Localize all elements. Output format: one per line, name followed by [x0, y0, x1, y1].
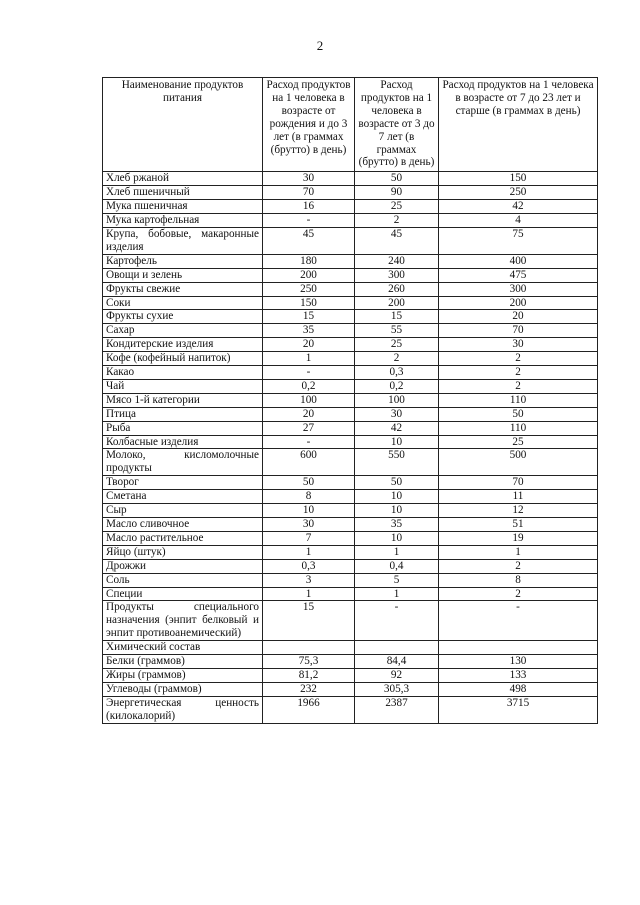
product-name-cell: Фрукты сухие	[103, 310, 263, 324]
value-age-7-23-cell: 25	[439, 435, 598, 449]
table-row	[103, 324, 598, 338]
value-age-7-23-cell: 150	[439, 172, 598, 186]
product-name-cell: Масло растительное	[103, 531, 263, 545]
value-age-0-3-cell: -	[263, 435, 355, 449]
table-body	[103, 172, 598, 723]
value-age-3-7-cell: 50	[355, 172, 439, 186]
product-name-cell: Соль	[103, 573, 263, 587]
value-age-3-7-cell: 0,4	[355, 559, 439, 573]
product-name-cell: Какао	[103, 366, 263, 380]
table-row	[103, 310, 598, 324]
value-age-7-23-cell: 12	[439, 504, 598, 518]
value-age-3-7-cell: 45	[355, 227, 439, 254]
product-name-cell: Углеводы (граммов)	[103, 682, 263, 696]
product-name-cell: Сыр	[103, 504, 263, 518]
value-age-7-23-cell: 500	[439, 449, 598, 476]
value-age-7-23-cell: 3715	[439, 696, 598, 723]
header-age-3-7: Расход продуктов на 1 человека в возрасте от 3 до 7 лет (в граммах (брутто) в день)	[355, 78, 439, 172]
value-age-3-7-cell: 0,2	[355, 379, 439, 393]
table-row	[103, 573, 598, 587]
table-row	[103, 449, 598, 476]
value-age-0-3-cell: 0,2	[263, 379, 355, 393]
value-age-0-3-cell: 27	[263, 421, 355, 435]
table-row	[103, 504, 598, 518]
value-age-0-3-cell: 3	[263, 573, 355, 587]
value-age-0-3-cell: 20	[263, 407, 355, 421]
value-age-3-7-cell: 2387	[355, 696, 439, 723]
value-age-3-7-cell: 2	[355, 352, 439, 366]
value-age-3-7-cell: 35	[355, 518, 439, 532]
table-row	[103, 490, 598, 504]
product-name-cell: Соки	[103, 296, 263, 310]
value-age-0-3-cell: 15	[263, 601, 355, 641]
table-row	[103, 227, 598, 254]
value-age-3-7-cell: 300	[355, 268, 439, 282]
value-age-0-3-cell: 8	[263, 490, 355, 504]
table-row	[103, 379, 598, 393]
table-row	[103, 655, 598, 669]
product-name-cell: Яйцо (штук)	[103, 545, 263, 559]
value-age-0-3-cell: 1966	[263, 696, 355, 723]
table-row	[103, 682, 598, 696]
value-age-3-7-cell: 90	[355, 186, 439, 200]
value-age-3-7-cell: 25	[355, 338, 439, 352]
product-name-cell: Колбасные изделия	[103, 435, 263, 449]
value-age-0-3-cell: 15	[263, 310, 355, 324]
value-age-7-23-cell: 4	[439, 214, 598, 228]
table-row	[103, 559, 598, 573]
product-name-cell: Кофе (кофейный напиток)	[103, 352, 263, 366]
value-age-7-23-cell: 200	[439, 296, 598, 310]
product-name-cell: Сметана	[103, 490, 263, 504]
value-age-0-3-cell: -	[263, 366, 355, 380]
product-name-cell: Овощи и зелень	[103, 268, 263, 282]
value-age-3-7-cell: 2	[355, 214, 439, 228]
table-row	[103, 601, 598, 641]
value-age-3-7-cell: 50	[355, 476, 439, 490]
table-row	[103, 200, 598, 214]
product-name-cell: Хлеб пшеничный	[103, 186, 263, 200]
value-age-7-23-cell: 110	[439, 393, 598, 407]
product-name-cell: Масло сливочное	[103, 518, 263, 532]
product-name-cell: Жиры (граммов)	[103, 668, 263, 682]
table-row	[103, 393, 598, 407]
value-age-7-23-cell: 2	[439, 366, 598, 380]
table-row	[103, 172, 598, 186]
product-name-cell: Энергетическая ценность (килокалорий)	[103, 696, 263, 723]
value-age-3-7-cell: 305,3	[355, 682, 439, 696]
value-age-3-7-cell: 84,4	[355, 655, 439, 669]
value-age-7-23-cell: 2	[439, 352, 598, 366]
value-age-0-3-cell: 7	[263, 531, 355, 545]
product-name-cell: Специи	[103, 587, 263, 601]
value-age-0-3-cell: -	[263, 214, 355, 228]
table-row	[103, 214, 598, 228]
table-row	[103, 407, 598, 421]
value-age-0-3-cell: 35	[263, 324, 355, 338]
product-name-cell: Дрожжи	[103, 559, 263, 573]
value-age-3-7-cell: 10	[355, 504, 439, 518]
value-age-0-3-cell: 100	[263, 393, 355, 407]
value-age-7-23-cell: 400	[439, 254, 598, 268]
table-row	[103, 476, 598, 490]
value-age-7-23-cell: 50	[439, 407, 598, 421]
value-age-3-7-cell: 550	[355, 449, 439, 476]
value-age-0-3-cell: 70	[263, 186, 355, 200]
value-age-0-3-cell: 150	[263, 296, 355, 310]
value-age-0-3-cell: 45	[263, 227, 355, 254]
value-age-3-7-cell: 10	[355, 490, 439, 504]
value-age-3-7-cell: 0,3	[355, 366, 439, 380]
header-age-0-3: Расход продуктов на 1 человека в возрасте от рождения и до 3 лет (в граммах (брутто) в день)	[263, 78, 355, 172]
value-age-7-23-cell: 300	[439, 282, 598, 296]
table-row	[103, 668, 598, 682]
table-header-row	[103, 78, 598, 172]
value-age-3-7-cell: 42	[355, 421, 439, 435]
value-age-7-23-cell: 2	[439, 587, 598, 601]
value-age-0-3-cell: 232	[263, 682, 355, 696]
product-name-cell: Фрукты свежие	[103, 282, 263, 296]
product-name-cell: Мука пшеничная	[103, 200, 263, 214]
value-age-0-3-cell: 250	[263, 282, 355, 296]
value-age-3-7-cell: 240	[355, 254, 439, 268]
header-age-7-23: Расход продуктов на 1 человека в возрасте от 7 до 23 лет и старше (в граммах в день)	[439, 78, 598, 172]
value-age-0-3-cell: 1	[263, 352, 355, 366]
page-number: 2	[316, 38, 324, 53]
value-age-7-23-cell: 130	[439, 655, 598, 669]
product-name-cell: Птица	[103, 407, 263, 421]
value-age-3-7-cell: 1	[355, 587, 439, 601]
product-name-cell: Картофель	[103, 254, 263, 268]
product-name-cell: Хлеб ржаной	[103, 172, 263, 186]
table-row	[103, 282, 598, 296]
value-age-7-23-cell: 70	[439, 324, 598, 338]
value-age-7-23-cell: 2	[439, 559, 598, 573]
product-name-cell: Молоко, кисломолочные продукты	[103, 449, 263, 476]
value-age-7-23-cell: 475	[439, 268, 598, 282]
table-row	[103, 545, 598, 559]
value-age-0-3-cell: 16	[263, 200, 355, 214]
value-age-7-23-cell: 498	[439, 682, 598, 696]
value-age-3-7-cell: 30	[355, 407, 439, 421]
value-age-7-23-cell: 250	[439, 186, 598, 200]
table-row	[103, 587, 598, 601]
value-age-0-3-cell: 30	[263, 172, 355, 186]
value-age-0-3-cell: 50	[263, 476, 355, 490]
table-row	[103, 531, 598, 545]
value-age-3-7-cell: 200	[355, 296, 439, 310]
food-ration-table	[102, 77, 598, 724]
header-product-name: Наименование продуктов питания	[103, 78, 263, 172]
value-age-0-3-cell: 20	[263, 338, 355, 352]
value-age-7-23-cell: 19	[439, 531, 598, 545]
product-name-cell: Сахар	[103, 324, 263, 338]
product-name-cell: Мясо 1-й категории	[103, 393, 263, 407]
value-age-0-3-cell: 180	[263, 254, 355, 268]
value-age-7-23-cell	[439, 641, 598, 655]
product-name-cell: Крупа, бобовые, макаронные изделия	[103, 227, 263, 254]
value-age-3-7-cell: 10	[355, 435, 439, 449]
value-age-0-3-cell	[263, 641, 355, 655]
table-row	[103, 338, 598, 352]
table-row	[103, 186, 598, 200]
value-age-7-23-cell: -	[439, 601, 598, 641]
table-row	[103, 366, 598, 380]
value-age-3-7-cell: 1	[355, 545, 439, 559]
value-age-3-7-cell: 10	[355, 531, 439, 545]
value-age-0-3-cell: 10	[263, 504, 355, 518]
value-age-7-23-cell: 42	[439, 200, 598, 214]
value-age-3-7-cell: -	[355, 601, 439, 641]
product-name-cell: Чай	[103, 379, 263, 393]
value-age-0-3-cell: 0,3	[263, 559, 355, 573]
value-age-3-7-cell	[355, 641, 439, 655]
value-age-0-3-cell: 75,3	[263, 655, 355, 669]
product-name-cell: Рыба	[103, 421, 263, 435]
table-row	[103, 518, 598, 532]
value-age-7-23-cell: 30	[439, 338, 598, 352]
value-age-7-23-cell: 110	[439, 421, 598, 435]
value-age-3-7-cell: 55	[355, 324, 439, 338]
product-name-cell: Продукты специального назначения (энпит белковый и энпит противоанемический)	[103, 601, 263, 641]
table-row	[103, 268, 598, 282]
value-age-0-3-cell: 200	[263, 268, 355, 282]
product-name-cell: Творог	[103, 476, 263, 490]
value-age-0-3-cell: 1	[263, 587, 355, 601]
table-row	[103, 421, 598, 435]
value-age-7-23-cell: 11	[439, 490, 598, 504]
table-row	[103, 352, 598, 366]
table-row	[103, 696, 598, 723]
value-age-0-3-cell: 1	[263, 545, 355, 559]
value-age-3-7-cell: 25	[355, 200, 439, 214]
product-name-cell: Белки (граммов)	[103, 655, 263, 669]
value-age-7-23-cell: 70	[439, 476, 598, 490]
value-age-7-23-cell: 75	[439, 227, 598, 254]
value-age-0-3-cell: 30	[263, 518, 355, 532]
value-age-7-23-cell: 133	[439, 668, 598, 682]
value-age-7-23-cell: 20	[439, 310, 598, 324]
value-age-3-7-cell: 15	[355, 310, 439, 324]
value-age-3-7-cell: 260	[355, 282, 439, 296]
value-age-0-3-cell: 81,2	[263, 668, 355, 682]
value-age-7-23-cell: 51	[439, 518, 598, 532]
value-age-0-3-cell: 600	[263, 449, 355, 476]
table-row	[103, 254, 598, 268]
product-name-cell: Мука картофельная	[103, 214, 263, 228]
product-name-cell: Химический состав	[103, 641, 263, 655]
value-age-7-23-cell: 1	[439, 545, 598, 559]
table-row	[103, 435, 598, 449]
product-name-cell: Кондитерские изделия	[103, 338, 263, 352]
value-age-3-7-cell: 100	[355, 393, 439, 407]
value-age-7-23-cell: 2	[439, 379, 598, 393]
value-age-7-23-cell: 8	[439, 573, 598, 587]
table-row	[103, 296, 598, 310]
table-row	[103, 641, 598, 655]
value-age-3-7-cell: 92	[355, 668, 439, 682]
value-age-3-7-cell: 5	[355, 573, 439, 587]
